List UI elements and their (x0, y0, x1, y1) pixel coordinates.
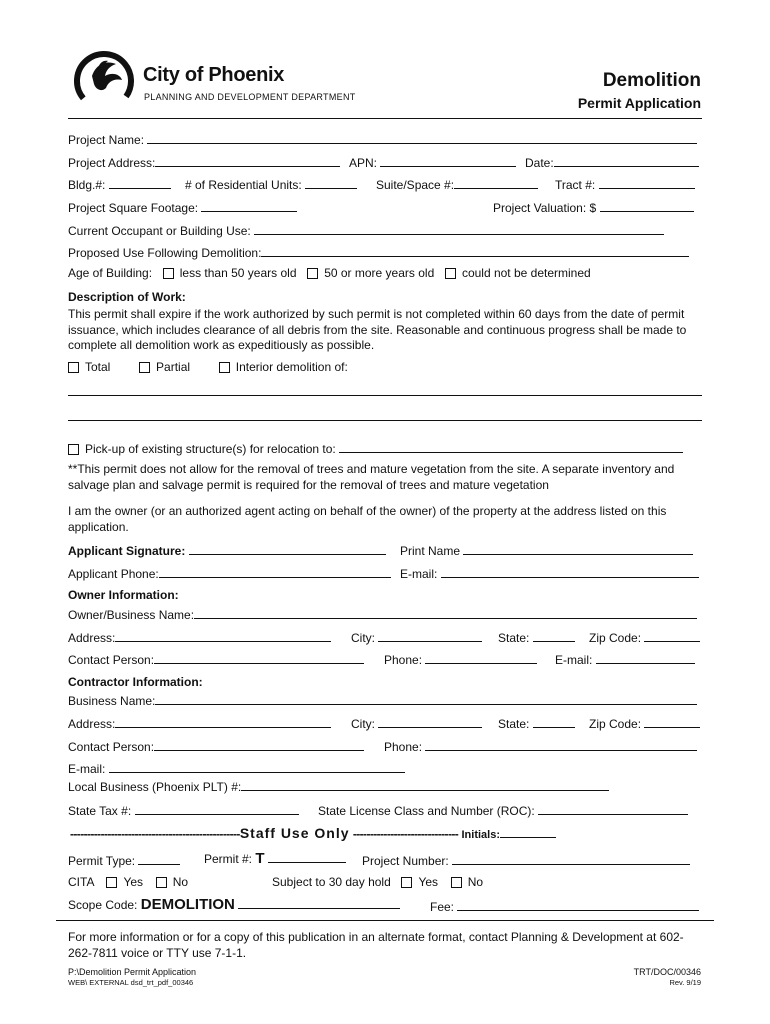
permit-prefix: T (255, 850, 265, 867)
applicant-phone-input[interactable] (159, 565, 391, 578)
print-name-label: Print Name (400, 544, 461, 558)
age-under50-checkbox[interactable] (163, 268, 174, 279)
valuation-input[interactable] (600, 199, 694, 212)
contractor-contact-row (68, 738, 364, 754)
staff-initials-input[interactable] (500, 825, 556, 838)
form-title: Demolition (602, 70, 701, 91)
scope-code-value: DEMOLITION (140, 896, 235, 913)
valuation-row (493, 199, 694, 215)
bldg-row (68, 176, 171, 192)
contractor-phone-label: Phone: (384, 740, 423, 754)
staff-title: Staff Use Only (239, 825, 350, 841)
staff-dashes-right: ------------------------------- (352, 827, 459, 841)
owner-heading: Owner Information: (68, 588, 179, 602)
print-name-input[interactable] (463, 542, 693, 555)
applicant-phone-label: Applicant Phone: (68, 567, 159, 581)
pickup-row (68, 440, 683, 456)
phoenix-bird-logo-icon (72, 50, 136, 112)
contractor-email-label: E-mail: (68, 762, 106, 776)
sqft-row (68, 199, 297, 215)
project-address-row (68, 154, 340, 170)
contractor-city-row (351, 715, 482, 731)
print-name-row (400, 542, 693, 558)
header-rule (68, 118, 702, 119)
age-over50-checkbox[interactable] (307, 268, 318, 279)
owner-address-input[interactable] (115, 629, 331, 642)
state-tax-label: State Tax #: (68, 804, 132, 818)
hold-yes-label: Yes (418, 875, 439, 889)
owner-city-label: City: (351, 631, 375, 645)
plt-label: Local Business (Phoenix PLT) #: (68, 780, 242, 794)
cita-row (68, 875, 188, 889)
footer-doc-code: TRT/DOC/00346 (633, 967, 701, 977)
owner-email-input[interactable] (596, 651, 695, 664)
contractor-phone-input[interactable] (425, 738, 697, 751)
footer-web: WEB\ EXTERNAL dsd_trt_pdf_00346 (68, 978, 194, 987)
owner-state-label: State: (498, 631, 530, 645)
license-input[interactable] (538, 802, 688, 815)
contractor-business-label: Business Name: (68, 694, 156, 708)
signature-input[interactable] (189, 542, 386, 555)
owner-zip-row (589, 629, 700, 645)
date-label: Date: (525, 156, 554, 170)
project-name-input[interactable] (147, 131, 697, 144)
demolition-type-row (68, 360, 348, 374)
proposed-use-input[interactable] (261, 244, 689, 257)
contractor-city-label: City: (351, 717, 375, 731)
cita-no-checkbox[interactable] (156, 877, 167, 888)
fee-input[interactable] (457, 898, 699, 911)
sqft-label: Project Square Footage: (68, 201, 199, 215)
description-text: This permit shall expire if the work authorized by such permit is not completed within 60 days from the date of permit issuance, which includes clearance of all debris from the site. Reasonable and continuous progress shall be made to complete all demolition work as expeditiously as possible. (68, 307, 687, 352)
contractor-state-row (498, 715, 575, 731)
sqft-input[interactable] (201, 199, 297, 212)
contractor-state-input[interactable] (533, 715, 575, 728)
owner-email-row (555, 651, 695, 667)
valuation-label: Project Valuation: $ (493, 201, 597, 215)
contractor-contact-input[interactable] (154, 738, 364, 751)
partial-label: Partial (156, 360, 191, 374)
hold-no-label: No (467, 875, 484, 889)
project-address-input[interactable] (155, 154, 340, 167)
footer-rev: Rev. 9/19 (669, 978, 701, 987)
permit-number-input[interactable] (268, 850, 346, 863)
footer-info: For more information or for a copy of this publication in an alternate format, contact Planning & Development at 602-262-7811 voice or TTY use 7-1-1. (68, 930, 684, 960)
scope-code-row (68, 896, 400, 912)
owner-state-input[interactable] (533, 629, 575, 642)
staff-initials-label: Initials: (461, 829, 500, 841)
total-label: Total (85, 360, 111, 374)
signature-row (68, 542, 386, 558)
tract-input[interactable] (599, 176, 695, 189)
project-number-label: Project Number: (362, 854, 449, 868)
owner-business-row (68, 606, 697, 622)
bldg-label: Bldg.#: (68, 178, 106, 192)
trees-note: **This permit does not allow for the removal of trees and mature vegetation from the site. A separate inventory and salvage plan and salvage permit is required for the removal of trees and mature vegetation (68, 462, 675, 492)
owner-business-input[interactable] (194, 606, 697, 619)
fee-label: Fee: (430, 900, 455, 914)
contractor-business-row (68, 692, 697, 708)
contractor-heading: Contractor Information: (68, 675, 203, 689)
suite-input[interactable] (454, 176, 538, 189)
plt-row (68, 778, 609, 794)
apn-row (349, 154, 516, 170)
permit-type-label: Permit Type: (68, 854, 136, 868)
owner-state-row (498, 629, 575, 645)
contractor-contact-label: Contact Person: (68, 740, 155, 754)
owner-phone-label: Phone: (384, 653, 423, 667)
project-name-row (68, 131, 697, 147)
owner-statement: I am the owner (or an authorized agent acting on behalf of the owner) of the property at the address listed on this application. (68, 504, 667, 534)
project-number-row (362, 852, 690, 868)
footer-path: P:\Demolition Permit Application (68, 967, 197, 977)
proposed-use-row (68, 244, 689, 260)
date-input[interactable] (554, 154, 699, 167)
partial-checkbox[interactable] (139, 362, 150, 373)
owner-phone-row (384, 651, 537, 667)
bldg-input[interactable] (109, 176, 171, 189)
applicant-phone-row (68, 565, 391, 581)
suite-label: Suite/Space #: (376, 178, 455, 192)
suite-row (376, 176, 538, 192)
applicant-email-row (400, 565, 699, 581)
cita-yes-checkbox[interactable] (106, 877, 117, 888)
signature-label: Applicant Signature: (68, 544, 186, 558)
applicant-email-label: E-mail: (400, 567, 438, 581)
contractor-phone-row (384, 738, 697, 754)
proposed-use-label: Proposed Use Following Demolition: (68, 246, 262, 260)
plt-input[interactable] (241, 778, 609, 791)
interior-checkbox[interactable] (219, 362, 230, 373)
owner-contact-label: Contact Person: (68, 653, 155, 667)
owner-contact-input[interactable] (154, 651, 364, 664)
contractor-city-input[interactable] (378, 715, 482, 728)
hold-yes-checkbox[interactable] (401, 877, 412, 888)
project-address-label: Project Address: (68, 156, 156, 170)
description-heading: Description of Work: (68, 290, 186, 304)
owner-zip-input[interactable] (644, 629, 700, 642)
apn-label: APN: (349, 156, 378, 170)
contractor-address-row (68, 715, 331, 731)
owner-address-row (68, 629, 331, 645)
owner-contact-row (68, 651, 364, 667)
age-unknown-label: could not be determined (461, 266, 591, 280)
owner-city-row (351, 629, 482, 645)
current-occupant-row (68, 222, 664, 238)
hold-row (272, 875, 483, 889)
age-row (68, 266, 591, 280)
contractor-email-input[interactable] (109, 760, 405, 773)
state-tax-row (68, 802, 299, 818)
contractor-business-input[interactable] (155, 692, 697, 705)
apn-input[interactable] (380, 154, 516, 167)
age-label: Age of Building: (68, 266, 153, 280)
scope-code-label: Scope Code: (68, 898, 138, 912)
staff-use-banner (70, 825, 556, 843)
interior-label: Interior demolition of: (235, 360, 348, 374)
owner-address-label: Address: (68, 631, 116, 645)
units-row (185, 176, 357, 192)
cita-no-label: No (172, 875, 189, 889)
project-name-label: Project Name: (68, 133, 145, 147)
age-over50-label: 50 or more years old (324, 266, 435, 280)
owner-phone-input[interactable] (425, 651, 537, 664)
tract-label: Tract #: (555, 178, 596, 192)
footer-rule (56, 920, 714, 921)
permit-type-row (68, 852, 180, 868)
permit-number-label: Permit #: (204, 852, 253, 866)
hold-no-checkbox[interactable] (451, 877, 462, 888)
hold-label: Subject to 30 day hold (272, 875, 391, 889)
contractor-zip-label: Zip Code: (589, 717, 642, 731)
staff-dashes-left: -------------------------------------------------- (70, 827, 240, 841)
owner-business-label: Owner/Business Name: (68, 608, 195, 622)
contractor-zip-input[interactable] (644, 715, 700, 728)
form-subtitle: Permit Application (577, 95, 701, 111)
permit-number-row (204, 850, 346, 866)
contractor-state-label: State: (498, 717, 530, 731)
permit-type-input[interactable] (138, 852, 180, 865)
state-tax-input[interactable] (135, 802, 299, 815)
owner-email-label: E-mail: (555, 653, 593, 667)
pickup-input[interactable] (339, 440, 683, 453)
cita-label: CITA (68, 875, 94, 889)
age-unknown-checkbox[interactable] (445, 268, 456, 279)
pickup-checkbox[interactable] (68, 444, 79, 455)
interior-input-line-2[interactable] (68, 420, 702, 421)
fee-row (430, 898, 699, 914)
current-occupant-input[interactable] (254, 222, 664, 235)
pickup-label: Pick-up of existing structure(s) for relocation to: (85, 442, 336, 456)
contractor-address-input[interactable] (115, 715, 331, 728)
city-logo (72, 50, 136, 112)
scope-code-input[interactable] (238, 896, 400, 909)
contractor-zip-row (589, 715, 700, 731)
owner-zip-label: Zip Code: (589, 631, 642, 645)
applicant-email-input[interactable] (441, 565, 699, 578)
date-row (525, 154, 699, 170)
interior-input-line-1[interactable] (68, 395, 702, 396)
units-input[interactable] (305, 176, 357, 189)
owner-city-input[interactable] (378, 629, 482, 642)
units-label: # of Residential Units: (185, 178, 302, 192)
contractor-address-label: Address: (68, 717, 116, 731)
dept-name: PLANNING AND DEVELOPMENT DEPARTMENT (144, 92, 356, 102)
current-occupant-label: Current Occupant or Building Use: (68, 224, 251, 238)
age-under50-label: less than 50 years old (179, 266, 297, 280)
project-number-input[interactable] (452, 852, 690, 865)
tract-row (555, 176, 695, 192)
cita-yes-label: Yes (123, 875, 144, 889)
license-label: State License Class and Number (ROC): (318, 804, 535, 818)
contractor-email-row (68, 760, 405, 776)
total-checkbox[interactable] (68, 362, 79, 373)
license-row (318, 802, 688, 818)
org-name: City of Phoenix (143, 64, 285, 86)
